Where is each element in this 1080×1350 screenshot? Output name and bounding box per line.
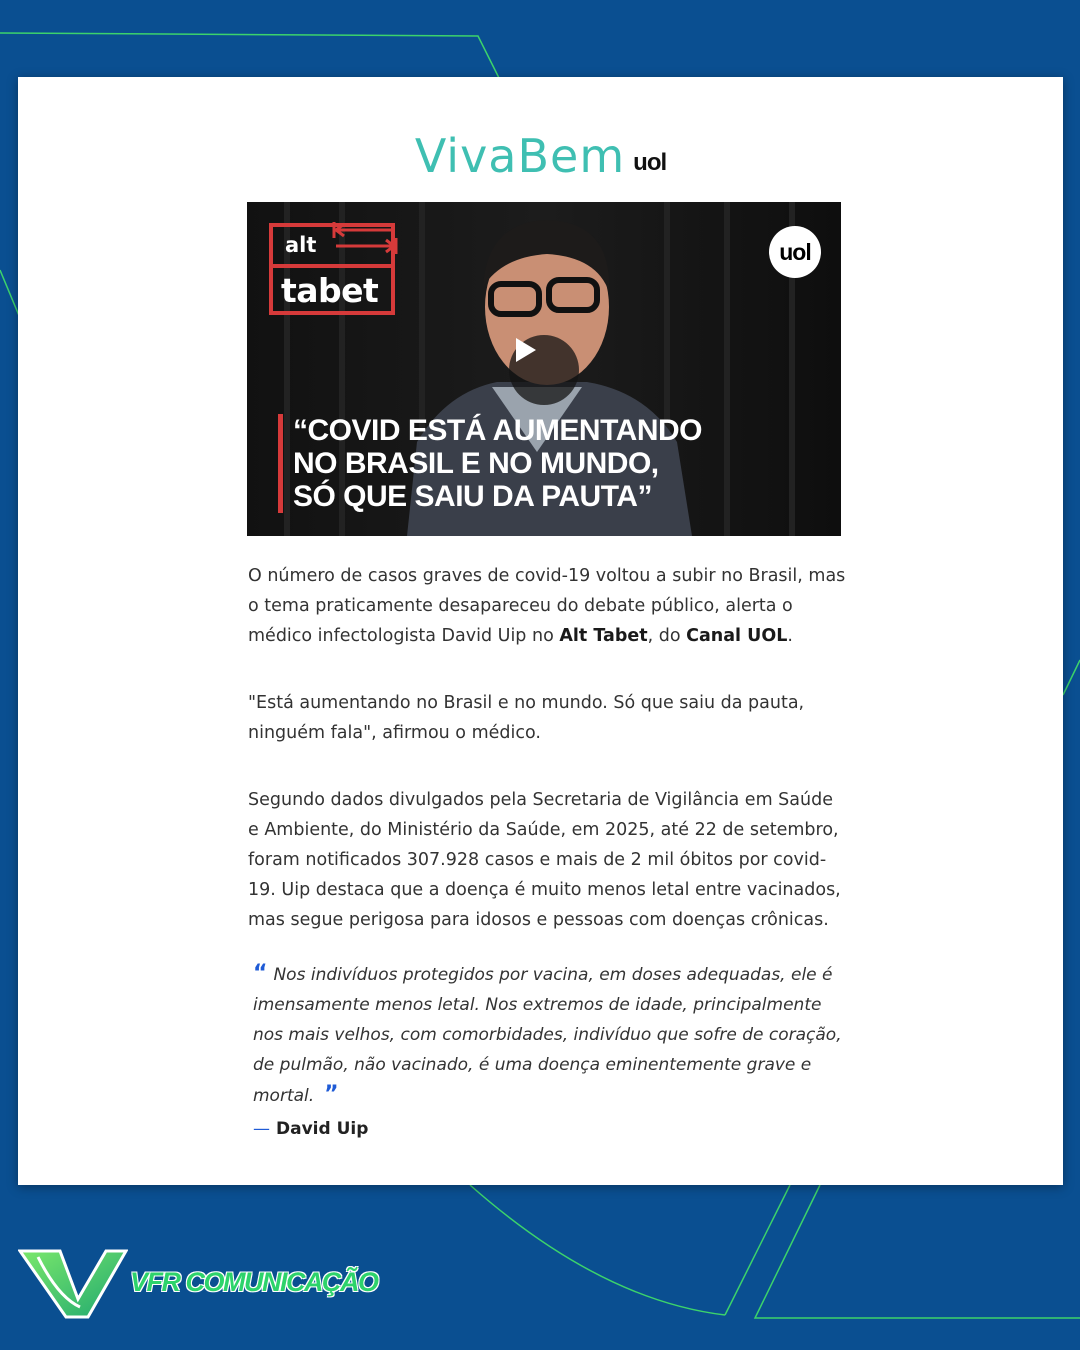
author-name: David Uip: [276, 1119, 369, 1139]
author-dash: —: [253, 1119, 270, 1139]
quote-text: Nos indivíduos protegidos por vacina, em doses adequadas, ele é imensamente menos letal. Nos extremos de idade, principalmente nos mais velhos, com comorbidades, indivíduo que sofre de coração, de pulmão, não vacinado, é uma doença eminentemente grave e mortal.: [253, 965, 842, 1106]
blockquote: [253, 959, 843, 1111]
alt-label: alt: [285, 233, 317, 257]
article-body: [248, 561, 848, 972]
headline-line-3: SÓ QUE SAIU DA PAUTA”: [293, 480, 652, 513]
paragraph-1-text-c: , do: [647, 626, 687, 646]
paragraph-1-text-a: O número de casos graves de covid-19 voltou a subir no Brasil, mas o tema praticamente desapareceu do debate público, alerta o médico infectologista David Uip no: [248, 566, 846, 646]
brand-name: VFR COMUNICAÇÃO: [130, 1267, 378, 1297]
headline-line-2: NO BRASIL E NO MUNDO,: [293, 447, 659, 480]
logo-uol-text: uol: [633, 149, 667, 176]
play-button[interactable]: [509, 335, 579, 405]
paragraph-1: [248, 561, 848, 651]
uol-badge: [769, 226, 821, 278]
paragraph-3: Segundo dados divulgados pela Secretaria de Vigilância em Saúde e Ambiente, do Ministério da Saúde, em 2025, até 22 de setembro, foram notificados 307.928 casos e mais de 2 mil óbitos por covid-19. Uip destaca que a doença é muito menos letal entre vacinados, mas segue perigosa para idosos e pessoas com doenças crônicas.: [248, 790, 841, 930]
quote-author: [253, 1119, 368, 1139]
close-quote-icon: ”: [324, 1082, 339, 1107]
play-icon: [509, 335, 539, 365]
paragraph-1-text-e: .: [787, 626, 793, 646]
open-quote-icon: “: [253, 961, 268, 986]
canal-uol-link[interactable]: Canal UOL: [686, 626, 788, 646]
logo-main-text: VivaBem: [414, 129, 626, 183]
arrows-icon: [332, 222, 398, 256]
video-player[interactable]: [247, 202, 841, 536]
paragraph-2: "Está aumentando no Brasil e no mundo. Só que saiu da pauta, ninguém fala", afirmou o médico.: [248, 693, 805, 743]
headline-line-1: “COVID ESTÁ AUMENTANDO: [293, 414, 702, 447]
tabet-label: tabet: [281, 271, 379, 310]
vivabem-logo[interactable]: [18, 119, 1063, 183]
article-card: [18, 77, 1063, 1185]
video-headline: [278, 414, 753, 513]
vfr-brand-logo: [18, 1245, 378, 1320]
alt-tabet-link[interactable]: Alt Tabet: [559, 626, 648, 646]
vfr-v-logo-icon: [18, 1247, 128, 1319]
uol-badge-text: uol: [779, 238, 811, 265]
